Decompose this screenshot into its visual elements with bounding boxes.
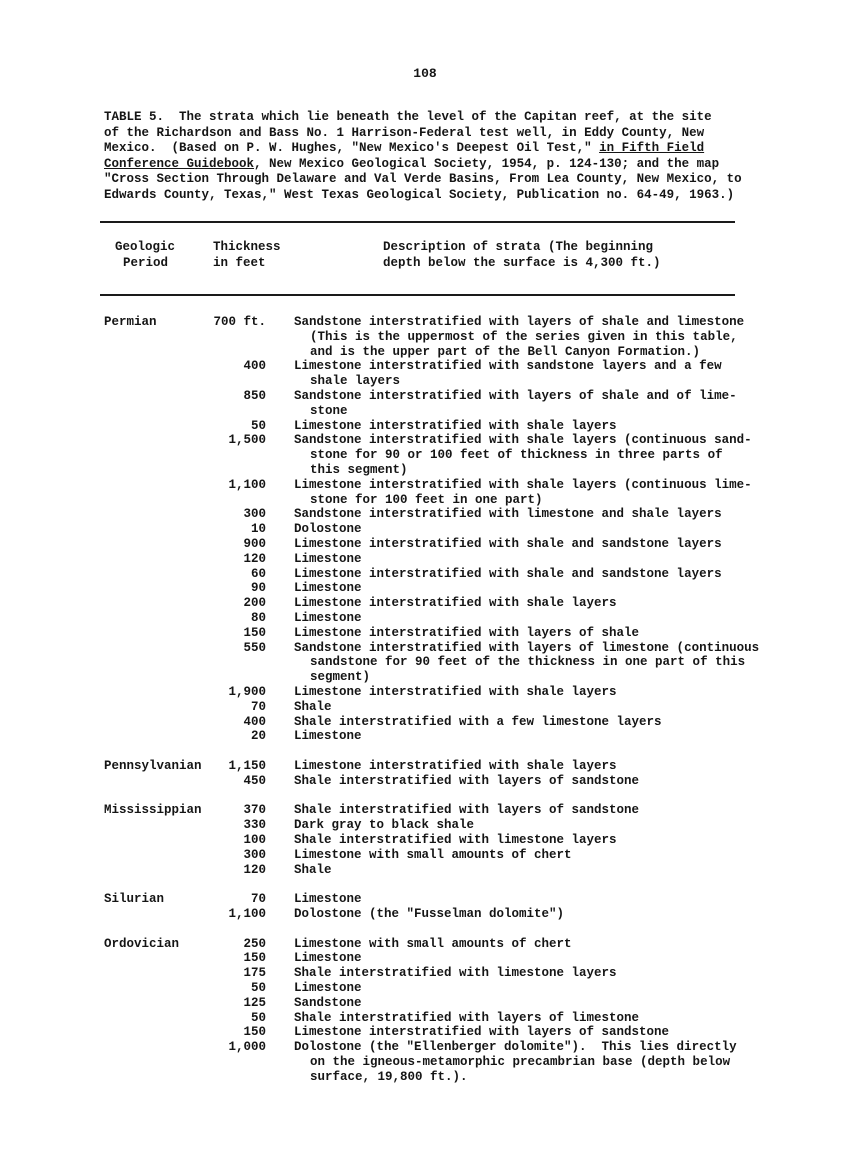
- header-text: Period: [123, 255, 169, 270]
- thickness-cell: 700 ft.: [213, 315, 266, 329]
- thickness-cell: 120: [243, 551, 266, 566]
- description-line: stone for 90 or 100 feet of thickness in three parts of: [310, 448, 723, 463]
- description-line: Limestone: [294, 981, 362, 995]
- caption-line: Edwards County, Texas," West Texas Geological Society, Publication no. 64-49, 1963.): [104, 187, 735, 202]
- description-cell: [294, 892, 764, 907]
- header-text: depth below the surface is 4,300 ft.): [383, 255, 661, 270]
- description-line: Dolostone (the "Fusselman dolomite"): [294, 907, 565, 921]
- description-cell: [294, 315, 764, 359]
- description-line: Sandstone interstratified with layers of shale and of lime-: [294, 389, 737, 403]
- thickness-cell: 550: [243, 640, 266, 655]
- description-line: (This is the uppermost of the series given in this table,: [310, 329, 738, 344]
- thickness-cell: 80: [250, 611, 266, 625]
- description-line: Sandstone interstratified with layers of limestone (continuous: [294, 640, 760, 655]
- description-cell: [294, 907, 764, 922]
- description-cell: [294, 818, 764, 833]
- thickness-cell: 1,100: [228, 477, 266, 492]
- thickness-cell: 150: [243, 951, 266, 966]
- header-text: Thickness: [213, 240, 281, 254]
- caption-line: TABLE 5. The strata which lie beneath the level of the Capitan reef, at the site: [104, 110, 712, 124]
- description-cell: [294, 1011, 764, 1026]
- caption-line: Mexico. (Based on P. W. Hughes, "New Mexico's Deepest Oil Test,": [104, 141, 600, 156]
- thickness-cell: 150: [243, 1025, 266, 1040]
- description-line: Limestone interstratified with sandstone layers and a few: [294, 359, 722, 374]
- thickness-cell: 20: [250, 729, 266, 744]
- description-cell: [294, 581, 764, 596]
- header-text: in feet: [213, 255, 266, 270]
- description-line: Limestone: [294, 581, 362, 596]
- description-cell: [294, 567, 764, 582]
- description-line: Limestone: [294, 551, 362, 566]
- thickness-cell: 850: [243, 389, 266, 403]
- description-cell: [294, 729, 764, 744]
- description-cell: [294, 433, 764, 477]
- description-cell: [294, 863, 764, 878]
- description-line: Limestone with small amounts of chert: [294, 936, 572, 951]
- description-cell: [294, 1040, 764, 1084]
- caption-line: "Cross Section Through Delaware and Val Verde Basins, From Lea County, New Mexico, to: [104, 172, 742, 187]
- geologic-period-cell: Silurian: [104, 892, 165, 907]
- description-cell: [294, 700, 764, 715]
- description-line: Limestone interstratified with layers of shale: [294, 625, 640, 640]
- description-line: this segment): [310, 462, 408, 477]
- header-text: Description of strata (The beginning: [383, 240, 654, 254]
- description-cell: [294, 1025, 764, 1040]
- description-cell: [294, 419, 764, 434]
- thickness-cell: 1,150: [228, 759, 266, 773]
- description-line: surface, 19,800 ft.).: [310, 1069, 468, 1084]
- description-line: Dark gray to black shale: [294, 818, 475, 833]
- description-line: Shale: [294, 699, 332, 714]
- description-cell: [294, 552, 764, 567]
- description-line: Limestone interstratified with shale layers: [294, 759, 617, 773]
- thickness-cell: 400: [243, 714, 266, 729]
- thickness-cell: 100: [243, 833, 266, 847]
- description-line: Limestone: [294, 729, 362, 744]
- description-cell: [294, 596, 764, 611]
- geologic-period-cell: Ordovician: [104, 936, 180, 951]
- thickness-cell: 400: [243, 359, 266, 374]
- description-line: segment): [310, 670, 371, 685]
- page-number: 108: [413, 66, 437, 81]
- description-cell: [294, 626, 764, 641]
- description-cell: [294, 966, 764, 981]
- description-cell: [294, 833, 764, 848]
- description-line: on the igneous-metamorphic precambrian base (depth below: [310, 1054, 731, 1069]
- caption-line: of the Richardson and Bass No. 1 Harrison-Federal test well, in Eddy County, New: [104, 125, 705, 140]
- description-cell: [294, 996, 764, 1011]
- caption-reference-title: in Fifth Field: [599, 141, 705, 156]
- description-line: Shale interstratified with limestone layers: [294, 833, 617, 847]
- description-line: Limestone interstratified with shale and sandstone layers: [294, 537, 722, 551]
- thickness-cell: 200: [243, 596, 266, 611]
- header-bottom-rule: [100, 294, 735, 296]
- description-cell: [294, 478, 764, 508]
- description-line: shale layers: [310, 374, 401, 389]
- description-cell: [294, 951, 764, 966]
- description-cell: [294, 641, 764, 685]
- description-line: Shale interstratified with layers of limestone: [294, 1010, 640, 1025]
- description-line: Limestone with small amounts of chert: [294, 847, 572, 862]
- geologic-period-cell: Pennsylvanian: [104, 759, 202, 773]
- description-line: Shale interstratified with a few limestone layers: [294, 714, 662, 729]
- description-line: Dolostone: [294, 522, 362, 537]
- thickness-cell: 450: [243, 773, 266, 788]
- description-line: Dolostone (the "Ellenberger dolomite"). This lies directly: [294, 1040, 737, 1055]
- description-cell: [294, 937, 764, 952]
- thickness-cell: 10: [250, 522, 266, 537]
- description-cell: [294, 611, 764, 626]
- table-top-rule: [100, 221, 735, 223]
- geologic-period-cell: Permian: [104, 315, 157, 329]
- thickness-cell: 70: [250, 892, 266, 907]
- thickness-cell: 120: [243, 862, 266, 877]
- thickness-cell: 1,500: [228, 433, 266, 448]
- table-caption: [104, 110, 754, 204]
- description-line: Shale interstratified with layers of sandstone: [294, 773, 640, 788]
- description-cell: [294, 685, 764, 700]
- thickness-cell: 330: [243, 818, 266, 833]
- thickness-cell: 150: [243, 625, 266, 640]
- thickness-cell: 1,000: [228, 1040, 266, 1055]
- thickness-cell: 300: [243, 507, 266, 522]
- header-geologic-period: [115, 240, 175, 271]
- thickness-cell: 1,900: [228, 685, 266, 699]
- description-line: Sandstone: [294, 995, 362, 1010]
- description-line: Limestone interstratified with shale layers (continuous lime-: [294, 477, 752, 492]
- description-cell: [294, 715, 764, 730]
- thickness-cell: 50: [250, 418, 266, 433]
- thickness-cell: 250: [243, 936, 266, 951]
- description-cell: [294, 848, 764, 863]
- header-text: Geologic: [115, 240, 176, 254]
- description-line: Limestone interstratified with layers of sandstone: [294, 1025, 670, 1040]
- description-line: Limestone: [294, 951, 362, 966]
- description-cell: [294, 803, 764, 818]
- thickness-cell: 50: [250, 1010, 266, 1025]
- description-line: and is the upper part of the Bell Canyon Formation.): [310, 344, 701, 359]
- header-description: [383, 240, 661, 271]
- description-line: Shale interstratified with limestone layers: [294, 966, 617, 981]
- description-cell: [294, 537, 764, 552]
- header-thickness: [213, 240, 281, 271]
- description-line: Limestone interstratified with shale layers: [294, 418, 617, 433]
- thickness-cell: 90: [250, 581, 266, 596]
- caption-reference-title: Conference Guidebook: [104, 156, 255, 171]
- description-line: stone for 100 feet in one part): [310, 492, 543, 507]
- description-line: Shale interstratified with layers of sandstone: [294, 803, 640, 818]
- description-cell: [294, 522, 764, 537]
- description-line: Limestone interstratified with shale layers: [294, 685, 617, 699]
- description-line: stone: [310, 403, 348, 418]
- thickness-cell: 70: [250, 699, 266, 714]
- description-line: Limestone: [294, 611, 362, 625]
- caption-line: , New Mexico Geological Society, 1954, p. 124-130; and the map: [254, 156, 720, 171]
- description-cell: [294, 774, 764, 789]
- geologic-period-cell: Mississippian: [104, 803, 202, 818]
- description-line: Sandstone interstratified with limestone and shale layers: [294, 507, 722, 522]
- description-line: Limestone interstratified with shale and sandstone layers: [294, 566, 722, 581]
- description-cell: [294, 759, 764, 774]
- description-line: Shale: [294, 862, 332, 877]
- description-cell: [294, 507, 764, 522]
- thickness-cell: 125: [243, 995, 266, 1010]
- thickness-cell: 1,100: [228, 907, 266, 921]
- description-line: Limestone: [294, 892, 362, 907]
- description-line: Sandstone interstratified with layers of shale and limestone: [294, 315, 745, 329]
- description-cell: [294, 359, 764, 389]
- thickness-cell: 50: [250, 981, 266, 995]
- description-line: Limestone interstratified with shale layers: [294, 596, 617, 611]
- thickness-cell: 300: [243, 847, 266, 862]
- description-cell: [294, 981, 764, 996]
- thickness-cell: 60: [250, 566, 266, 581]
- thickness-cell: 175: [243, 966, 266, 981]
- description-line: Sandstone interstratified with shale layers (continuous sand-: [294, 433, 752, 448]
- description-cell: [294, 389, 764, 419]
- thickness-cell: 370: [243, 803, 266, 818]
- thickness-cell: 900: [243, 537, 266, 551]
- description-line: sandstone for 90 feet of the thickness in one part of this: [310, 655, 746, 670]
